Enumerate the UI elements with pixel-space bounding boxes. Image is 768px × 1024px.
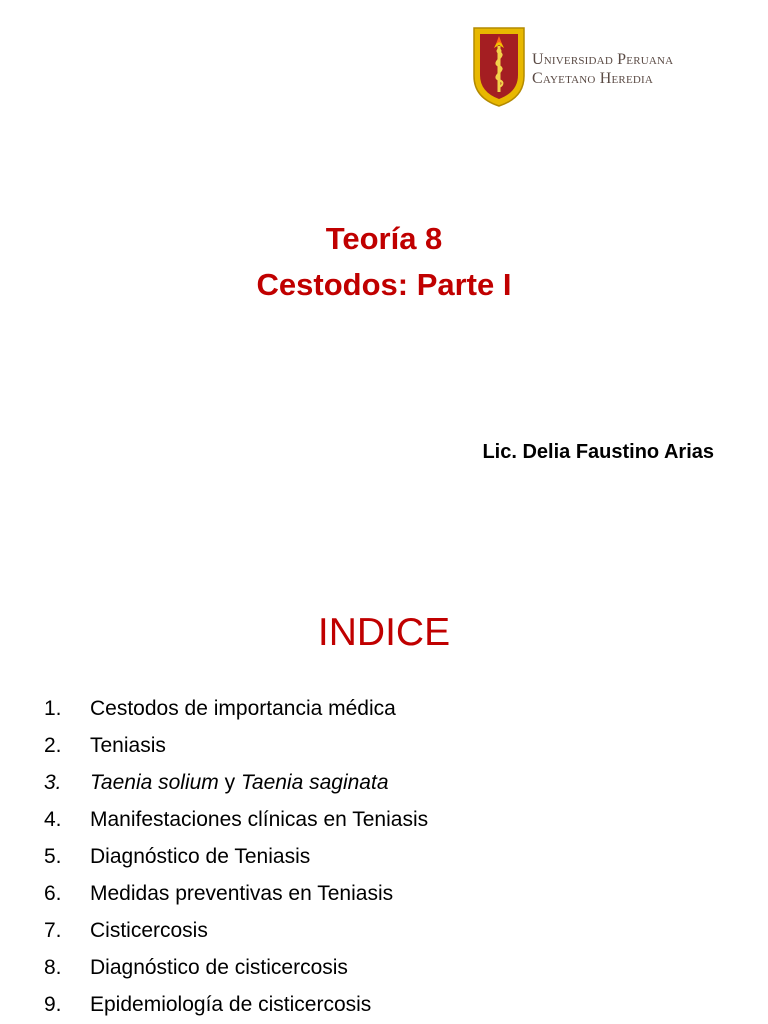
index-item-number: 7. [44,919,62,942]
university-logo [472,26,702,110]
university-name-line-2: Cayetano Heredia [532,70,654,87]
index-item-number: 4. [44,808,62,831]
index-item-text [90,764,389,801]
slide-title-line-1: Teoría 8 [325,221,443,256]
index-item-number: 9. [44,993,62,1016]
species-name-solium: Taenia solium [90,771,219,794]
index-item-number: 2. [44,734,62,757]
index-slide [0,590,768,1024]
index-heading: INDICE [317,611,451,654]
index-item-text: Manifestaciones clínicas en Teniasis [90,808,429,831]
index-item-text: Epidemiología de cisticercosis [90,993,372,1016]
index-item-number: 5. [44,845,62,868]
slide-title-line-2: Cestodos: Parte I [256,267,512,302]
conjunction: y [218,771,241,794]
index-item-text: Diagnóstico de Teniasis [90,845,311,868]
species-name-saginata: Taenia saginata [240,771,389,794]
index-item-text: Diagnóstico de cisticercosis [90,956,348,979]
university-name-line-1: Universidad Peruana [532,51,674,68]
index-item-number: 1. [44,697,62,720]
index-item-text: Cestodos de importancia médica [90,697,396,720]
index-item-text: Cisticercosis [90,919,208,942]
university-name [532,50,673,88]
university-seal-icon [472,26,526,108]
author-name: Lic. Delia Faustino Arias [482,441,714,463]
index-item-number: 3. [44,771,62,794]
index-item-text: Medidas preventivas en Teniasis [90,882,394,905]
index-item-number: 6. [44,882,62,905]
index-item-number: 8. [44,956,62,979]
index-item-text: Teniasis [90,734,166,757]
